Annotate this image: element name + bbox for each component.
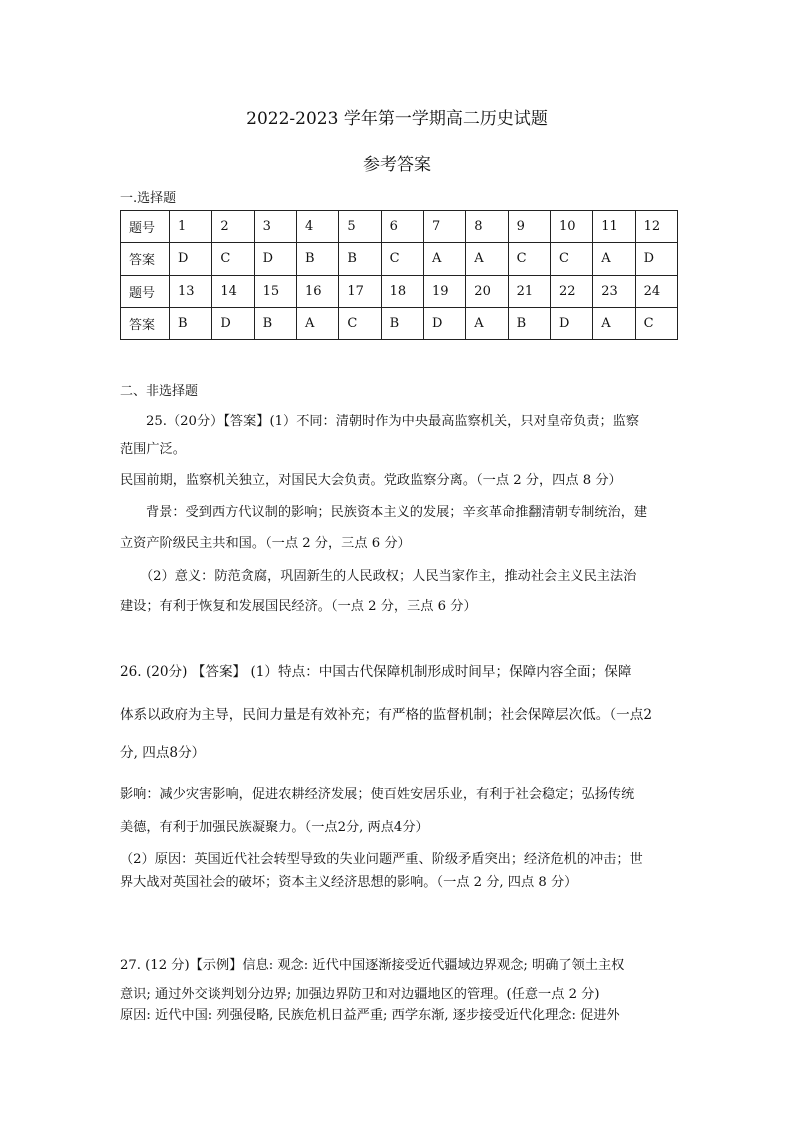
- table-cell: 7: [423, 211, 465, 243]
- q25-line: 背景：受到西方代议制的影响；民族资本主义的发展；辛亥革命推翻清朝专制统治，建: [146, 505, 648, 520]
- section-heading-choice: 一.选择题: [120, 191, 177, 206]
- table-cell: B: [339, 243, 381, 275]
- q26-line: 分, 四点8分）: [120, 745, 206, 761]
- table-cell: A: [423, 243, 465, 275]
- q26-line: 影响：减少灾害影响，促进农耕经济发展；使百姓安居乐业，有利于社会稳定；弘扬传统: [120, 787, 635, 802]
- table-cell: B: [170, 307, 212, 339]
- table-cell: 10: [550, 211, 592, 243]
- table-cell: 6: [381, 211, 423, 243]
- table-cell: 15: [254, 275, 296, 307]
- table-cell: A: [466, 307, 508, 339]
- table-row: [121, 307, 678, 339]
- q27-line: 原因: 近代中国: 列强侵略, 民族危机日益严重; 西学东渐, 逐步接受近代化理念: 促进外: [120, 1008, 620, 1023]
- table-cell: A: [466, 243, 508, 275]
- table-row: [121, 211, 678, 243]
- q27-line: 27. (12 分)【示例】信息: 观念: 近代中国逐渐接受近代疆域边界观念; 明确了领土主权: [120, 958, 625, 973]
- table-row: [121, 275, 678, 307]
- table-cell: 2: [212, 211, 254, 243]
- table-cell: C: [508, 243, 550, 275]
- q25-line: 建设；有利于恢复和发展国民经济。（一点 2 分，三点 6 分）: [120, 599, 477, 614]
- table-cell: 5: [339, 211, 381, 243]
- table-cell: D: [170, 243, 212, 275]
- q26-line: 美德，有利于加强民族凝聚力。（一点2分, 两点4分）: [120, 820, 429, 835]
- table-cell: 12: [635, 211, 677, 243]
- table-row: [121, 243, 678, 275]
- table-cell: 16: [296, 275, 338, 307]
- q25-line: 立资产阶级民主共和国。（一点 2 分，三点 6 分）: [120, 536, 411, 551]
- row-label: 题号: [121, 275, 170, 307]
- row-label: 答案: [121, 243, 170, 275]
- row-label: 题号: [121, 211, 170, 243]
- table-cell: C: [550, 243, 592, 275]
- table-cell: A: [593, 243, 635, 275]
- table-cell: C: [339, 307, 381, 339]
- table-cell: D: [254, 243, 296, 275]
- q27-line: 意识; 通过外交谈判划分边界; 加强边界防卫和对边疆地区的管理。(任意一点 2 分): [120, 987, 600, 1002]
- table-cell: D: [635, 243, 677, 275]
- q26-line: 体系以政府为主导，民间力量是有效补充；有严格的监督机制；社会保障层次低。（一点2: [120, 707, 653, 723]
- page-title: 2022-2023 学年第一学期高二历史试题: [246, 109, 548, 129]
- q25-line: 范围广泛。: [120, 442, 186, 457]
- table-cell: 22: [550, 275, 592, 307]
- section-heading-nonchoice: 二、非选择题: [120, 384, 199, 399]
- table-cell: 14: [212, 275, 254, 307]
- answer-table: [120, 210, 678, 340]
- table-cell: 8: [466, 211, 508, 243]
- table-cell: 3: [254, 211, 296, 243]
- table-cell: 9: [508, 211, 550, 243]
- table-cell: 18: [381, 275, 423, 307]
- q26-line: 界大战对英国社会的破坏；资本主义经济思想的影响。（一点 2 分, 四点 8 分）: [120, 875, 578, 890]
- table-cell: 20: [466, 275, 508, 307]
- table-cell: 11: [593, 211, 635, 243]
- table-cell: B: [296, 243, 338, 275]
- table-cell: C: [635, 307, 677, 339]
- table-cell: B: [254, 307, 296, 339]
- table-cell: A: [593, 307, 635, 339]
- table-cell: 13: [170, 275, 212, 307]
- q25-line: 民国前期，监察机关独立，对国民大会负责。党政监察分离。（一点 2 分，四点 8 分）: [120, 473, 622, 488]
- table-cell: C: [381, 243, 423, 275]
- table-cell: 1: [170, 211, 212, 243]
- table-cell: B: [381, 307, 423, 339]
- table-cell: 19: [423, 275, 465, 307]
- table-cell: 21: [508, 275, 550, 307]
- table-cell: B: [508, 307, 550, 339]
- q26-line: 26. (20分) 【答案】 (1）特点：中国古代保障机制形成时间早；保障内容全面；保障: [120, 664, 632, 680]
- table-cell: A: [296, 307, 338, 339]
- table-cell: 17: [339, 275, 381, 307]
- table-cell: 4: [296, 211, 338, 243]
- table-cell: D: [423, 307, 465, 339]
- q26-line: （2）原因：英国近代社会转型导致的失业问题严重、阶级矛盾突出；经济危机的冲击；世: [120, 852, 643, 867]
- table-cell: C: [212, 243, 254, 275]
- table-cell: 23: [593, 275, 635, 307]
- table-cell: D: [212, 307, 254, 339]
- table-cell: 24: [635, 275, 677, 307]
- row-label: 答案: [121, 307, 170, 339]
- q25-line: （2）意义：防范贪腐，巩固新生的人民政权；人民当家作主，推动社会主义民主法治: [140, 569, 637, 584]
- q25-line: 25.（20分）【答案】(1）不同：清朝时作为中央最高监察机关，只对皇帝负责；监察: [146, 414, 640, 429]
- page-subtitle: 参考答案: [363, 155, 431, 175]
- table-cell: D: [550, 307, 592, 339]
